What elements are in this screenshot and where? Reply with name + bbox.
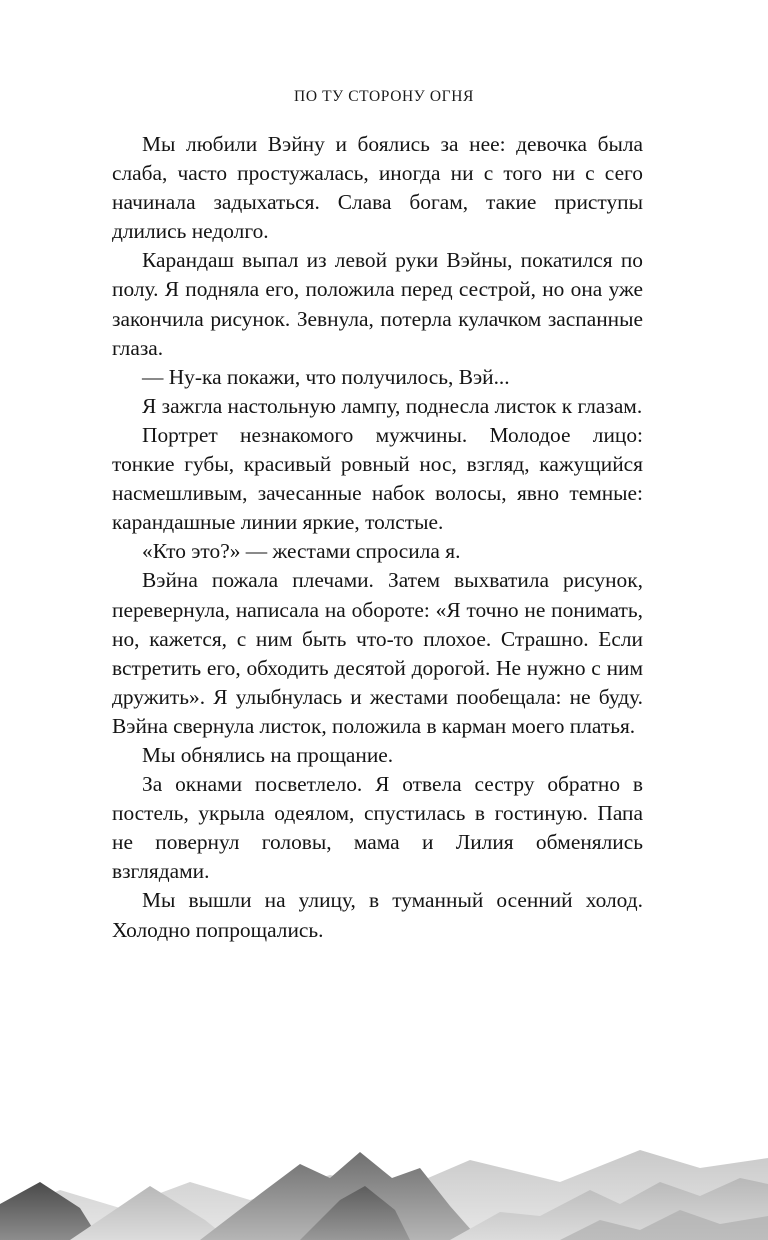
paragraph-6: «Кто это?» — жестами спросила я. <box>142 539 461 564</box>
paragraph-1: Мы любили Вэйну и боялись за нее: девочка была слаба, часто простужалась, иногда ни с того ни с сего начинала задыхаться. Слава богам, такие приступы длились недолго. <box>112 132 643 244</box>
paragraph-7: Вэйна пожала плечами. Затем выхватила рисунок, перевернула, написала на обороте: «Я точно не понимать, но, кажется, с ним быть что-то плохое. Страшно. Если встретить его, обходить десятой дорогой. Не нужно с ним дружить». Я улыбнулась и жестами пообещала: не буду. Вэйна свернула листок, положила в карман моего платья. <box>112 568 643 738</box>
paragraph-9: За окнами посветлело. Я отвела сестру обратно в постель, укрыла одеялом, спустилась в гостиную. Папа не повернул головы, мама и Лилия обменялись взглядами. <box>112 772 643 884</box>
paragraph-10: Мы вышли на улицу, в туманный осенний холод. Холодно попрощались. <box>112 888 643 942</box>
paragraph-3: — Ну-ка покажи, что получилось, Вэй... <box>142 364 510 389</box>
paragraph-4: Я зажгла настольную лампу, поднесла листок к глазам. <box>142 393 643 418</box>
running-head: ПО ТУ СТОРОНУ ОГНЯ <box>294 88 474 105</box>
paragraph-5: Портрет незнакомого мужчины. Молодое лицо: тонкие губы, красивый ровный нос, взгляд, кажущийся насмешливым, зачесанные набок волосы, явно темные: карандашные линии яркие, толстые. <box>112 422 643 535</box>
body-text <box>112 130 643 945</box>
mountain-illustration <box>0 1120 768 1240</box>
paragraph-8: Мы обнялись на прощание. <box>142 742 394 767</box>
paragraph-2: Карандаш выпал из левой руки Вэйны, покатился по полу. Я подняла его, положила перед сестрой, но она уже закончила рисунок. Зевнула, потерла кулачком заспанные глаза. <box>112 248 643 360</box>
